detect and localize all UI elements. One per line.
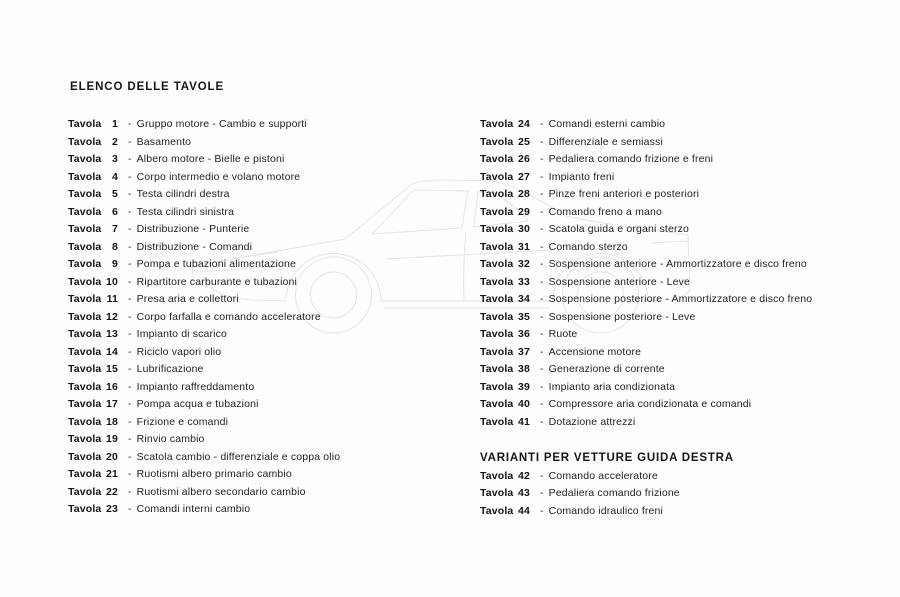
variants-section-entries xyxy=(480,468,890,521)
tavola-title: Testa cilindri destra xyxy=(136,188,230,200)
tavola-number: 14 xyxy=(106,345,118,358)
dash-separator: - xyxy=(540,363,544,375)
tavola-label: Tavola xyxy=(480,469,514,482)
tavola-number: 11 xyxy=(106,293,118,305)
tavola-number: 32 xyxy=(518,258,530,270)
dash-separator: - xyxy=(540,153,544,165)
tavola-number: 3 xyxy=(112,153,118,165)
tavola-title: Accensione motore xyxy=(548,345,642,358)
tavola-entry xyxy=(68,466,463,484)
tavola-title: Riciclo vapori olio xyxy=(136,345,222,358)
dash-separator: - xyxy=(128,205,132,218)
tavola-label: Tavola xyxy=(68,363,102,375)
tavola-title: Compressore aria condizionata e comandi xyxy=(548,398,752,410)
tavola-title: Dotazione attrezzi xyxy=(548,415,636,428)
dash-separator: - xyxy=(540,487,544,499)
tavola-title: Sospensione posteriore - Leve xyxy=(548,310,696,323)
tavola-label: Tavola xyxy=(68,205,102,218)
tavola-entry xyxy=(68,414,463,432)
tavola-number: 41 xyxy=(518,415,530,428)
dash-separator: - xyxy=(128,118,132,130)
tavola-title: Pedaliera comando frizione xyxy=(548,487,680,499)
tavola-title: Generazione di corrente xyxy=(548,363,665,375)
tavola-number: 8 xyxy=(112,240,118,253)
tavola-entry xyxy=(68,186,463,204)
tavola-entry xyxy=(68,221,463,239)
tavola-entry xyxy=(480,344,890,362)
tavola-entry xyxy=(480,169,890,187)
tavola-title: Comandi esterni cambio xyxy=(548,118,666,130)
tavola-entry xyxy=(68,204,463,222)
dash-separator: - xyxy=(128,135,132,148)
tavola-entry xyxy=(480,309,890,327)
tavola-title: Pompa e tubazioni alimentazione xyxy=(136,258,296,270)
tavola-entry xyxy=(68,134,463,152)
tavola-number: 24 xyxy=(518,118,530,130)
tavola-title: Impianto freni xyxy=(548,170,615,183)
dash-separator: - xyxy=(540,380,544,393)
dash-separator: - xyxy=(540,293,544,305)
tavola-entry xyxy=(480,274,890,292)
tavola-number: 33 xyxy=(518,275,530,288)
dash-separator: - xyxy=(540,345,544,358)
dash-separator: - xyxy=(128,258,132,270)
tavola-entry xyxy=(480,485,890,503)
dash-separator: - xyxy=(540,328,544,340)
tavola-number: 19 xyxy=(106,433,118,445)
dash-separator: - xyxy=(128,328,132,340)
tavola-number: 36 xyxy=(518,328,530,340)
dash-separator: - xyxy=(540,415,544,428)
dash-separator: - xyxy=(128,170,132,183)
tavola-entry xyxy=(68,274,463,292)
dash-separator: - xyxy=(128,310,132,323)
tavola-number: 35 xyxy=(518,310,530,323)
dash-separator: - xyxy=(128,275,132,288)
tavola-label: Tavola xyxy=(68,275,102,288)
tavola-title: Scatola guida e organi sterzo xyxy=(548,223,690,235)
tavola-label: Tavola xyxy=(68,468,102,480)
tavola-number: 34 xyxy=(518,293,530,305)
tavola-entry xyxy=(68,326,463,344)
tavola-title: Lubrificazione xyxy=(136,363,204,375)
tavola-entry xyxy=(480,151,890,169)
dash-separator: - xyxy=(128,468,132,480)
tavola-label: Tavola xyxy=(480,153,514,165)
tavola-title: Comando acceleratore xyxy=(548,469,658,482)
tavola-number: 37 xyxy=(518,345,530,358)
dash-separator: - xyxy=(540,310,544,323)
tavola-entry xyxy=(68,396,463,414)
tavola-title: Impianto di scarico xyxy=(136,328,228,340)
tavola-entry xyxy=(68,309,463,327)
tavola-entry xyxy=(68,344,463,362)
dash-separator: - xyxy=(540,469,544,482)
dash-separator: - xyxy=(128,153,132,165)
dash-separator: - xyxy=(128,293,132,305)
tavola-number: 29 xyxy=(518,205,530,218)
tavola-label: Tavola xyxy=(480,363,514,375)
tavola-title: Sospensione anteriore - Ammortizzatore e disco freno xyxy=(548,258,807,270)
tavola-entry xyxy=(68,291,463,309)
variants-section-heading: VARIANTI PER VETTURE GUIDA DESTRA xyxy=(480,452,734,464)
dash-separator: - xyxy=(128,433,132,445)
tavola-label: Tavola xyxy=(480,380,514,393)
dash-separator: - xyxy=(128,223,132,235)
dash-separator: - xyxy=(540,135,544,148)
tavola-number: 16 xyxy=(106,380,118,393)
tavola-title: Differenziale e semiassi xyxy=(548,135,663,148)
dash-separator: - xyxy=(540,240,544,253)
tavola-label: Tavola xyxy=(68,293,102,305)
tavola-entry xyxy=(480,361,890,379)
dash-separator: - xyxy=(540,188,544,200)
tavola-title: Comando freno a mano xyxy=(548,205,662,218)
tavola-number: 5 xyxy=(112,188,118,200)
tavola-label: Tavola xyxy=(68,310,102,323)
tavola-label: Tavola xyxy=(480,398,514,410)
tavola-title: Testa cilindri sinistra xyxy=(136,205,235,218)
tavola-entry xyxy=(68,169,463,187)
dash-separator: - xyxy=(540,205,544,218)
tavola-number: 15 xyxy=(106,363,118,375)
tavola-number: 25 xyxy=(518,135,530,148)
tavola-number: 12 xyxy=(106,310,118,323)
tavola-label: Tavola xyxy=(68,450,102,463)
tavola-number: 13 xyxy=(106,328,118,340)
tavola-label: Tavola xyxy=(68,188,102,200)
tavola-title: Pompa acqua e tubazioni xyxy=(136,398,259,410)
tavola-label: Tavola xyxy=(480,345,514,358)
tavola-entry xyxy=(480,204,890,222)
tavola-number: 2 xyxy=(112,135,118,148)
tavola-label: Tavola xyxy=(68,118,102,130)
tavola-entry xyxy=(68,361,463,379)
tavola-title: Frizione e comandi xyxy=(136,415,229,428)
tavola-number: 30 xyxy=(518,223,530,235)
tavola-label: Tavola xyxy=(68,398,102,410)
dash-separator: - xyxy=(128,380,132,393)
dash-separator: - xyxy=(128,188,132,200)
tavola-title: Ruotismi albero secondario cambio xyxy=(136,485,306,498)
tavola-label: Tavola xyxy=(480,504,514,517)
tavola-label: Tavola xyxy=(480,275,514,288)
tavola-entry xyxy=(480,414,890,432)
tavola-entry xyxy=(480,326,890,344)
tavola-entry xyxy=(480,379,890,397)
tavola-label: Tavola xyxy=(480,205,514,218)
tavola-number: 26 xyxy=(518,153,530,165)
tavola-entry xyxy=(480,116,890,134)
tavola-number: 18 xyxy=(106,415,118,428)
tavola-title: Presa aria e collettori xyxy=(136,293,239,305)
tavola-number: 6 xyxy=(112,205,118,218)
tavola-title: Basamento xyxy=(136,135,192,148)
tavola-title: Comando sterzo xyxy=(548,240,628,253)
tavola-title: Corpo intermedio e volano motore xyxy=(136,170,301,183)
tavola-label: Tavola xyxy=(68,258,102,270)
tavola-label: Tavola xyxy=(68,223,102,235)
tavola-title: Ruote xyxy=(548,328,578,340)
tavola-label: Tavola xyxy=(68,170,102,183)
dash-separator: - xyxy=(128,485,132,498)
dash-separator: - xyxy=(128,503,132,515)
tavola-number: 23 xyxy=(106,503,118,515)
tavola-entry xyxy=(480,396,890,414)
tavola-number: 44 xyxy=(518,504,530,517)
tavola-label: Tavola xyxy=(68,153,102,165)
tavola-title: Pinze freni anteriori e posteriori xyxy=(548,188,700,200)
index-column-left xyxy=(68,116,463,519)
tavola-number: 43 xyxy=(518,487,530,499)
tavola-label: Tavola xyxy=(68,503,102,515)
tavola-title: Comandi interni cambio xyxy=(136,503,251,515)
tavola-title: Albero motore - Bielle e pistoni xyxy=(136,153,285,165)
dash-separator: - xyxy=(540,118,544,130)
tavola-label: Tavola xyxy=(480,135,514,148)
tavola-entry xyxy=(68,484,463,502)
tavola-entry xyxy=(68,449,463,467)
tavola-label: Tavola xyxy=(480,487,514,499)
tavola-entry xyxy=(480,221,890,239)
dash-separator: - xyxy=(128,363,132,375)
tavola-entry xyxy=(68,256,463,274)
tavola-entry xyxy=(480,239,890,257)
tavola-label: Tavola xyxy=(68,328,102,340)
tavola-title: Distribuzione - Comandi xyxy=(136,240,253,253)
tavola-label: Tavola xyxy=(480,293,514,305)
tavola-number: 42 xyxy=(518,469,530,482)
tavola-number: 28 xyxy=(518,188,530,200)
dash-separator: - xyxy=(540,504,544,517)
tavola-title: Sospensione anteriore - Leve xyxy=(548,275,691,288)
tavola-label: Tavola xyxy=(480,415,514,428)
tavola-number: 21 xyxy=(106,468,118,480)
tavola-number: 1 xyxy=(112,118,118,130)
tavola-number: 17 xyxy=(106,398,118,410)
tavola-entry xyxy=(68,239,463,257)
tavola-entry xyxy=(68,379,463,397)
tavola-label: Tavola xyxy=(68,415,102,428)
right-column-main-entries xyxy=(480,116,890,431)
tavola-number: 39 xyxy=(518,380,530,393)
tavola-entry xyxy=(480,503,890,521)
dash-separator: - xyxy=(540,398,544,410)
dash-separator: - xyxy=(128,450,132,463)
tavola-number: 22 xyxy=(106,485,118,498)
tavola-title: Impianto raffreddamento xyxy=(136,380,255,393)
tavola-number: 38 xyxy=(518,363,530,375)
tavola-label: Tavola xyxy=(480,188,514,200)
tavola-number: 27 xyxy=(518,170,530,183)
tavola-number: 40 xyxy=(518,398,530,410)
tavola-entry xyxy=(480,134,890,152)
tavola-title: Ruotismi albero primario cambio xyxy=(136,468,292,480)
tavola-entry xyxy=(480,186,890,204)
tavola-entry xyxy=(480,256,890,274)
dash-separator: - xyxy=(128,415,132,428)
dash-separator: - xyxy=(128,398,132,410)
tavola-title: Scatola cambio - differenziale e coppa olio xyxy=(136,450,341,463)
tavola-title: Pedaliera comando frizione e freni xyxy=(548,153,714,165)
tavola-title: Distribuzione - Punterie xyxy=(136,223,250,235)
tavola-number: 10 xyxy=(106,275,118,288)
tavola-label: Tavola xyxy=(480,223,514,235)
tavola-number: 20 xyxy=(106,450,118,463)
tavola-label: Tavola xyxy=(480,328,514,340)
tavola-entry xyxy=(68,151,463,169)
tavola-title: Corpo farfalla e comando acceleratore xyxy=(136,310,321,323)
index-column-right xyxy=(480,116,890,520)
tavola-entry xyxy=(68,501,463,519)
tavola-number: 31 xyxy=(518,240,530,253)
tavola-label: Tavola xyxy=(68,485,102,498)
tavola-label: Tavola xyxy=(480,310,514,323)
tavola-entry xyxy=(480,291,890,309)
tavola-label: Tavola xyxy=(480,170,514,183)
tavola-title: Comando idraulico freni xyxy=(548,504,663,517)
tavola-label: Tavola xyxy=(480,240,514,253)
dash-separator: - xyxy=(540,223,544,235)
tavola-title: Ripartitore carburante e tubazioni xyxy=(136,275,298,288)
tavola-label: Tavola xyxy=(68,135,102,148)
tavola-label: Tavola xyxy=(68,433,102,445)
page-title: ELENCO DELLE TAVOLE xyxy=(70,81,225,93)
tavola-title: Sospensione posteriore - Ammortizzatore e disco freno xyxy=(548,293,813,305)
tavola-title: Rinvio cambio xyxy=(136,433,205,445)
tavola-entry xyxy=(480,468,890,486)
dash-separator: - xyxy=(128,240,132,253)
dash-separator: - xyxy=(128,345,132,358)
tavola-title: Gruppo motore - Cambio e supporti xyxy=(136,118,307,130)
tavola-number: 4 xyxy=(112,170,118,183)
tavola-number: 7 xyxy=(112,223,118,235)
tavola-label: Tavola xyxy=(480,118,514,130)
tavola-label: Tavola xyxy=(68,240,102,253)
tavola-entry xyxy=(68,116,463,134)
tavola-label: Tavola xyxy=(68,380,102,393)
tavola-label: Tavola xyxy=(480,258,514,270)
tavola-label: Tavola xyxy=(68,345,102,358)
tavola-title: Impianto aria condizionata xyxy=(548,380,676,393)
dash-separator: - xyxy=(540,275,544,288)
dash-separator: - xyxy=(540,258,544,270)
tavola-number: 9 xyxy=(112,258,118,270)
tavola-entry xyxy=(68,431,463,449)
dash-separator: - xyxy=(540,170,544,183)
